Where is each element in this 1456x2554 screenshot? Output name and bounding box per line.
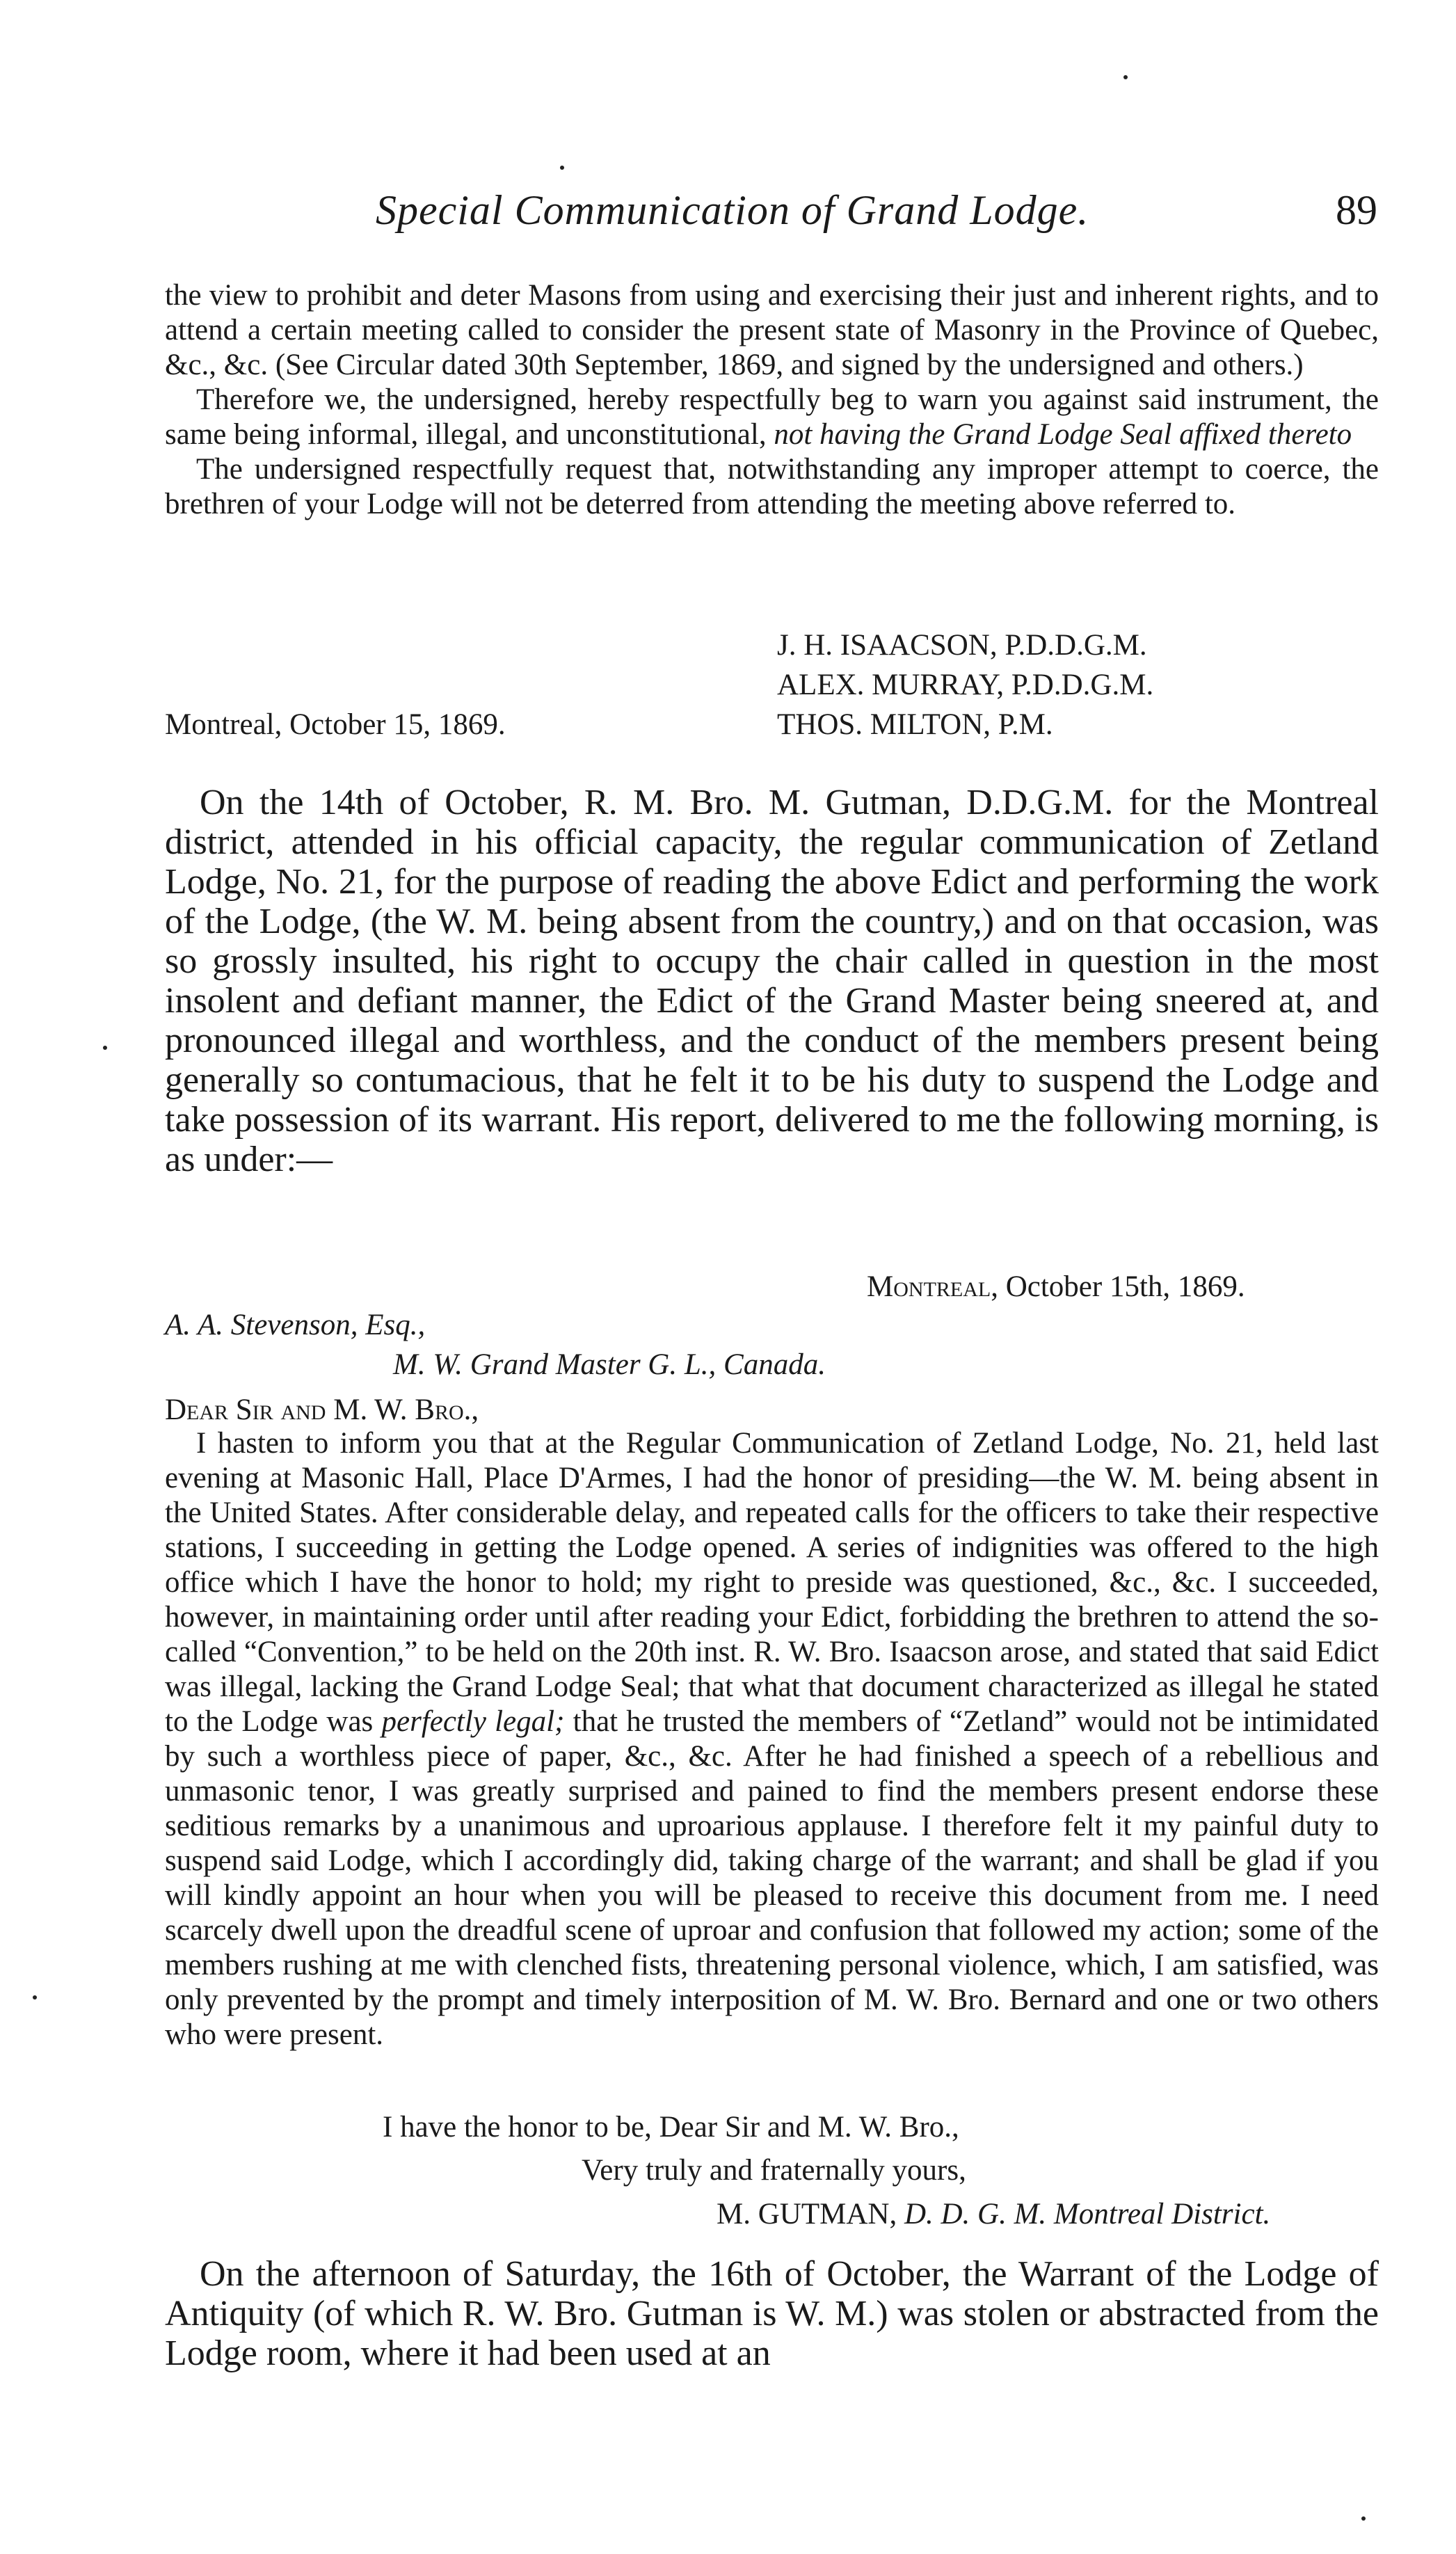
edict-paragraph-2-text: Therefore we, the undersigned, hereby respectfully beg to warn you against said instrument, the same being informal, illegal, and unconstitutional,	[165, 383, 1379, 451]
letter-body-italic: perfectly legal;	[381, 1705, 565, 1738]
edict-paragraph-2-italic: not having the Grand Lodge Seal affixed thereto	[774, 418, 1352, 451]
narrative-text-1: On the 14th of October, R. M. Bro. M. Gutman, D.D.G.M. for the Montreal district, attended in his official capacity, the regular communication of Zetland Lodge, No. 21, for the purpose of reading the above Edict and performing the work of the Lodge, (the W. M. being absent from the country,) and on that occasion, was so grossly insulted, his right to occupy the chair called in question in the most insolent and defiant manner, the Edict of the Grand Master being sneered at, and pronounced illegal and worthless, and the conduct of the members present being generally so contumacious, that he felt it to be his duty to suspend the Lodge and take possession of its warrant. His report, delivered to me the following morning, is as under:—	[165, 783, 1379, 1179]
letter-addressee-title: M. W. Grand Master G. L., Canada.	[393, 1348, 826, 1381]
narrative-paragraph-2	[165, 2254, 1379, 2373]
letter-body-part-2: that he trusted the members of “Zetland” would not be intimidated by such a worthless piece of paper, &c., &c. After he had finished a speech of a rebellious and unmasonic tenor, I was greatly surprised and pained to find the members present endorse these seditious remarks by a unanimous and uproarious applause. I therefore felt it my painful duty to suspend said Lodge, which I accordingly did, taking charge of the warrant; and shall be glad if you will kindly appoint an hour when you will be pleased to receive this document from me. I need scarcely dwell upon the dreadful scene of uproar and confusion that followed my action; some of the members rushing at me with clenched fists, threatening personal violence, which, I am satisfied, was only prevented by the prompt and timely interposition of M. W. Bro. Bernard and one or two others who were present.	[165, 1705, 1379, 2051]
letter-closing-1: I have the honor to be, Dear Sir and M. W. Bro.,	[383, 2111, 959, 2144]
scan-speck	[33, 1995, 37, 2000]
letter-signature-title: D. D. G. M. Montreal District.	[904, 2198, 1271, 2230]
page-number: 89	[1336, 187, 1377, 233]
letter-closing-2: Very truly and fraternally yours,	[582, 2154, 966, 2187]
edict-place-date: Montreal, October 15, 1869.	[165, 708, 506, 741]
edict-signature-3: THOS. MILTON, P.M.	[777, 708, 1053, 741]
narrative-paragraph-1	[165, 783, 1379, 1179]
narrative-text-2: On the afternoon of Saturday, the 16th of October, the Warrant of the Lodge of Antiquity (of which R. W. Bro. Gutman is W. M.) was stolen or abstracted from the Lodge room, where it had been used at an	[165, 2254, 1379, 2373]
edict-paragraph-1: the view to prohibit and deter Masons from using and exercising their just and inherent rights, and to attend a certain meeting called to consider the present state of Masonry in the Province of Quebec, &c., &c. (See Circular dated 30th September, 1869, and signed by the undersigned and others.)	[165, 279, 1379, 381]
letter-body-part-1: I hasten to inform you that at the Regular Communication of Zetland Lodge, No. 21, held last evening at Masonic Hall, Place D'Armes, I had the honor of presiding—the W. M. being absent in the United States. After considerable delay, and repeated calls for the officers to take their respective stations, I succeeding in getting the Lodge opened. A series of indignities was offered to the high office which I have the honor to hold; my right to preside was questioned, &c., &c. I succeeded, however, in maintaining order until after reading your Edict, forbidding the brethren to attend the so-called “Convention,” to be held on the 20th inst. R. W. Bro. Isaacson arose, and stated that said Edict was illegal, lacking the Grand Lodge Seal; that what that document characterized as illegal he stated to the Lodge was	[165, 1427, 1379, 1738]
edict-text	[165, 278, 1379, 522]
running-header	[376, 186, 1377, 249]
edict-paragraph-3: The undersigned respectfully request that, notwithstanding any improper attempt to coerce, the brethren of your Lodge will not be deterred from attending the meeting above referred to.	[165, 453, 1379, 520]
scan-speck	[103, 1046, 107, 1050]
letter-body	[165, 1426, 1379, 2052]
letter-addressee-name: A. A. Stevenson, Esq.,	[165, 1309, 426, 1341]
edict-signature-1: J. H. ISAACSON, P.D.D.G.M.	[777, 629, 1147, 662]
edict-signature-2: ALEX. MURRAY, P.D.D.G.M.	[777, 669, 1154, 701]
letter-signature	[717, 2197, 1270, 2232]
scan-speck	[1123, 75, 1128, 79]
letter-dateline-place: Montreal,	[867, 1270, 998, 1303]
letter-salutation: Dear Sir and M. W. Bro.,	[165, 1394, 479, 1426]
letter-signature-name: M. GUTMAN,	[717, 2198, 897, 2230]
running-title: Special Communication of Grand Lodge.	[376, 187, 1089, 233]
scan-speck	[560, 166, 564, 170]
letter-body-paragraph	[165, 1426, 1379, 2052]
scan-speck	[1361, 2516, 1366, 2521]
letter-dateline-date: October 15th, 1869.	[1005, 1270, 1245, 1303]
edict-paragraph-2	[165, 383, 1379, 452]
letter-dateline	[867, 1270, 1245, 1304]
